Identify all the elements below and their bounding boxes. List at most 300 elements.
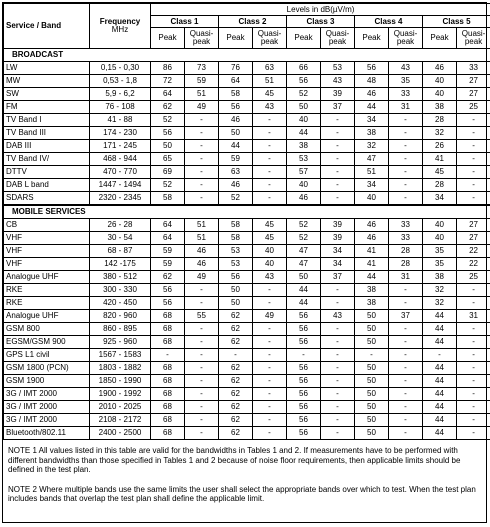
quasi-peak-value-cell: - xyxy=(321,153,355,166)
peak-value-cell: 44 xyxy=(355,271,389,284)
quasi-peak-value-cell: - xyxy=(389,114,423,127)
peak-value-cell: - xyxy=(287,349,321,362)
quasi-peak-value-cell: - xyxy=(185,192,219,206)
peak-value-cell: 41 xyxy=(355,258,389,271)
quasi-peak-value-cell: 45 xyxy=(253,88,287,101)
quasi-peak-value-cell: - xyxy=(253,179,287,192)
peak-value-cell: 28 xyxy=(423,179,457,192)
quasi-peak-value-cell: - xyxy=(321,192,355,206)
peak-value-cell: 68 xyxy=(151,401,185,414)
peak-value-cell: 40 xyxy=(423,219,457,232)
peak-value-cell: 58 xyxy=(151,192,185,206)
peak-value-cell: 50 xyxy=(355,414,389,427)
peak-value-cell: 62 xyxy=(219,336,253,349)
quasi-peak-value-cell: - xyxy=(457,114,490,127)
frequency-cell: 1567 - 1583 xyxy=(90,349,151,362)
peak-value-cell: 52 xyxy=(287,88,321,101)
quasi-peak-value-cell: - xyxy=(389,388,423,401)
service-cell: VHF xyxy=(4,245,90,258)
quasi-peak-value-cell: - xyxy=(253,323,287,336)
quasi-peak-value-cell: 55 xyxy=(185,310,219,323)
peak-value-cell: 56 xyxy=(287,427,321,440)
quasi-peak-value-cell: 45 xyxy=(253,219,287,232)
quasi-peak-value-cell: - xyxy=(389,166,423,179)
quasi-peak-value-cell: - xyxy=(253,427,287,440)
peak-value-cell: 86 xyxy=(151,62,185,75)
quasi-peak-value-cell: - xyxy=(321,375,355,388)
quasi-peak-value-cell: - xyxy=(253,153,287,166)
peak-value-cell: 50 xyxy=(355,427,389,440)
peak-value-cell: 56 xyxy=(287,401,321,414)
peak-value-cell: 56 xyxy=(287,388,321,401)
peak-value-cell: 69 xyxy=(151,166,185,179)
peak-value-cell: 65 xyxy=(151,153,185,166)
frequency-header xyxy=(90,4,151,49)
peak-value-cell: 50 xyxy=(287,101,321,114)
quasi-peak-value-cell: 25 xyxy=(457,271,490,284)
peak-value-cell: 56 xyxy=(287,362,321,375)
peak-value-cell: 50 xyxy=(355,362,389,375)
quasi-peak-value-cell: - xyxy=(253,127,287,140)
quasi-peak-value-cell: - xyxy=(185,140,219,153)
frequency-cell: 41 - 88 xyxy=(90,114,151,127)
quasi-peak-value-cell: - xyxy=(321,284,355,297)
service-cell: TV Band IV/ xyxy=(4,153,90,166)
class-4-header: Class 4 xyxy=(355,16,423,28)
service-band-header: Service / Band xyxy=(4,4,90,49)
quasi-peak-value-cell: 43 xyxy=(389,62,423,75)
quasi-peak-value-cell: - xyxy=(389,427,423,440)
peak-value-cell: 56 xyxy=(219,271,253,284)
quasi-peak-value-cell: - xyxy=(185,114,219,127)
peak-value-cell: 64 xyxy=(151,88,185,101)
peak-value-cell: 59 xyxy=(151,258,185,271)
quasi-peak-value-cell: - xyxy=(389,140,423,153)
frequency-cell: 2108 - 2172 xyxy=(90,414,151,427)
peak-value-cell: 62 xyxy=(219,362,253,375)
frequency-cell: 820 - 960 xyxy=(90,310,151,323)
quasi-peak-value-cell: - xyxy=(185,375,219,388)
peak-value-cell: 63 xyxy=(219,166,253,179)
quasi-peak-value-cell: - xyxy=(321,362,355,375)
peak-value-cell: 52 xyxy=(287,219,321,232)
quasi-peak-value-cell: - xyxy=(185,414,219,427)
peak-value-cell: 56 xyxy=(287,375,321,388)
frequency-cell: 26 - 28 xyxy=(90,219,151,232)
quasi-peak-value-cell: 40 xyxy=(253,245,287,258)
frequency-cell: 2320 - 2345 xyxy=(90,192,151,206)
quasi-peak-value-cell: 28 xyxy=(389,245,423,258)
class-2-header: Class 2 xyxy=(219,16,287,28)
peak-value-cell: 44 xyxy=(355,101,389,114)
peak-value-cell: 68 xyxy=(151,336,185,349)
peak-header: Peak xyxy=(151,28,185,49)
peak-value-cell: 44 xyxy=(423,414,457,427)
peak-value-cell: 76 xyxy=(219,62,253,75)
frequency-cell: 1803 - 1882 xyxy=(90,362,151,375)
service-cell: 3G / IMT 2000 xyxy=(4,401,90,414)
service-cell: RKE xyxy=(4,297,90,310)
peak-value-cell: 68 xyxy=(151,375,185,388)
table-row xyxy=(4,140,490,153)
note-2: NOTE 2 Where multiple bands use the same limits the user shall select the appropriate bands over which to test. When the test plan includes bands that overlap the test plan shall define the applicable limit. xyxy=(8,484,476,503)
peak-value-cell: 50 xyxy=(355,323,389,336)
peak-value-cell: 59 xyxy=(151,245,185,258)
peak-value-cell: 40 xyxy=(287,179,321,192)
quasi-peak-value-cell: - xyxy=(457,284,490,297)
peak-value-cell: 44 xyxy=(423,323,457,336)
peak-value-cell: 62 xyxy=(219,310,253,323)
peak-value-cell: 40 xyxy=(287,114,321,127)
peak-value-cell: 32 xyxy=(423,127,457,140)
peak-value-cell: 32 xyxy=(355,140,389,153)
quasi-peak-value-cell: - xyxy=(457,192,490,206)
quasi-peak-value-cell: - xyxy=(321,140,355,153)
peak-value-cell: 57 xyxy=(287,166,321,179)
peak-value-cell: 50 xyxy=(355,336,389,349)
peak-value-cell: 50 xyxy=(355,310,389,323)
quasi-peak-header: Quasi-peak xyxy=(321,28,355,49)
peak-value-cell: 38 xyxy=(355,127,389,140)
quasi-peak-value-cell: 28 xyxy=(389,258,423,271)
frequency-cell: 1447 - 1494 xyxy=(90,179,151,192)
peak-value-cell: 35 xyxy=(423,245,457,258)
quasi-peak-value-cell: - xyxy=(457,362,490,375)
quasi-peak-value-cell: - xyxy=(321,166,355,179)
table-row xyxy=(4,153,490,166)
peak-value-cell: 51 xyxy=(355,166,389,179)
quasi-peak-value-cell: 39 xyxy=(321,219,355,232)
quasi-peak-value-cell: - xyxy=(321,388,355,401)
peak-value-cell: 56 xyxy=(151,284,185,297)
frequency-cell: 860 - 895 xyxy=(90,323,151,336)
peak-value-cell: 50 xyxy=(151,140,185,153)
quasi-peak-value-cell: - xyxy=(253,414,287,427)
limits-table xyxy=(3,3,490,440)
quasi-peak-value-cell: - xyxy=(389,375,423,388)
quasi-peak-value-cell: - xyxy=(321,114,355,127)
peak-value-cell: 44 xyxy=(423,375,457,388)
frequency-label: Frequency xyxy=(99,17,141,26)
peak-header: Peak xyxy=(287,28,321,49)
frequency-cell: 470 - 770 xyxy=(90,166,151,179)
peak-value-cell: 62 xyxy=(219,414,253,427)
quasi-peak-value-cell: - xyxy=(389,401,423,414)
quasi-peak-value-cell: - xyxy=(253,401,287,414)
quasi-peak-value-cell: 25 xyxy=(457,101,490,114)
quasi-peak-value-cell: 39 xyxy=(321,232,355,245)
class-1-header: Class 1 xyxy=(151,16,219,28)
peak-value-cell: 47 xyxy=(287,258,321,271)
frequency-cell: 420 - 450 xyxy=(90,297,151,310)
quasi-peak-value-cell: 43 xyxy=(253,271,287,284)
peak-value-cell: 50 xyxy=(287,271,321,284)
peak-value-cell: 44 xyxy=(423,388,457,401)
table-row xyxy=(4,297,490,310)
quasi-peak-header: Quasi-peak xyxy=(389,28,423,49)
peak-value-cell: 62 xyxy=(151,271,185,284)
peak-value-cell: 46 xyxy=(219,179,253,192)
peak-value-cell: 40 xyxy=(423,88,457,101)
quasi-peak-value-cell: - xyxy=(185,336,219,349)
quasi-peak-value-cell: 43 xyxy=(321,75,355,88)
frequency-cell: 300 - 330 xyxy=(90,284,151,297)
peak-value-cell: 68 xyxy=(151,414,185,427)
quasi-peak-value-cell: - xyxy=(185,179,219,192)
peak-value-cell: 50 xyxy=(355,375,389,388)
quasi-peak-value-cell: - xyxy=(389,284,423,297)
quasi-peak-value-cell: - xyxy=(389,153,423,166)
quasi-peak-value-cell: 27 xyxy=(457,75,490,88)
quasi-peak-value-cell: - xyxy=(321,127,355,140)
peak-value-cell: 56 xyxy=(287,323,321,336)
quasi-peak-value-cell: 63 xyxy=(253,62,287,75)
peak-value-cell: 44 xyxy=(423,401,457,414)
peak-value-cell: 56 xyxy=(287,414,321,427)
peak-value-cell: 46 xyxy=(355,219,389,232)
notes-area xyxy=(3,440,486,504)
peak-value-cell: 44 xyxy=(219,140,253,153)
peak-value-cell: 44 xyxy=(287,284,321,297)
service-cell: VHF xyxy=(4,232,90,245)
frequency-cell: 0,15 - 0,30 xyxy=(90,62,151,75)
peak-value-cell: 58 xyxy=(219,88,253,101)
quasi-peak-value-cell: 33 xyxy=(389,88,423,101)
quasi-peak-value-cell: - xyxy=(185,153,219,166)
peak-value-cell: 34 xyxy=(355,179,389,192)
table-row xyxy=(4,166,490,179)
peak-value-cell: 68 xyxy=(151,362,185,375)
quasi-peak-value-cell: 34 xyxy=(321,258,355,271)
quasi-peak-value-cell: - xyxy=(321,414,355,427)
peak-value-cell: 56 xyxy=(219,101,253,114)
quasi-peak-value-cell: - xyxy=(185,166,219,179)
quasi-peak-value-cell: - xyxy=(389,414,423,427)
peak-value-cell: 41 xyxy=(355,245,389,258)
section-row xyxy=(4,205,490,219)
peak-value-cell: 68 xyxy=(151,427,185,440)
quasi-peak-header: Quasi-peak xyxy=(253,28,287,49)
service-cell: LW xyxy=(4,62,90,75)
quasi-peak-value-cell: 46 xyxy=(185,245,219,258)
quasi-peak-value-cell: - xyxy=(457,166,490,179)
quasi-peak-value-cell: 59 xyxy=(185,75,219,88)
frequency-cell: 2400 - 2500 xyxy=(90,427,151,440)
peak-value-cell: 46 xyxy=(355,232,389,245)
quasi-peak-value-cell: - xyxy=(321,323,355,336)
peak-value-cell: 32 xyxy=(423,297,457,310)
table-row xyxy=(4,323,490,336)
peak-value-cell: 40 xyxy=(423,75,457,88)
quasi-peak-value-cell: - xyxy=(253,140,287,153)
table-row xyxy=(4,388,490,401)
peak-value-cell: 50 xyxy=(355,388,389,401)
quasi-peak-value-cell: 43 xyxy=(321,310,355,323)
peak-value-cell: 62 xyxy=(219,388,253,401)
frequency-cell: 925 - 960 xyxy=(90,336,151,349)
quasi-peak-value-cell: - xyxy=(389,362,423,375)
frequency-cell: 0,53 - 1,8 xyxy=(90,75,151,88)
quasi-peak-value-cell: 51 xyxy=(253,75,287,88)
levels-header: Levels in dB(µV/m) xyxy=(151,4,490,16)
frequency-cell: 5,9 - 6,2 xyxy=(90,88,151,101)
table-row xyxy=(4,101,490,114)
service-cell: GPS L1 civil xyxy=(4,349,90,362)
quasi-peak-value-cell: 49 xyxy=(185,271,219,284)
peak-value-cell: 59 xyxy=(219,153,253,166)
quasi-peak-value-cell: - xyxy=(389,297,423,310)
quasi-peak-value-cell: 51 xyxy=(185,232,219,245)
peak-value-cell: 72 xyxy=(151,75,185,88)
quasi-peak-value-cell: - xyxy=(389,192,423,206)
quasi-peak-value-cell: - xyxy=(457,401,490,414)
service-cell: EGSM/GSM 900 xyxy=(4,336,90,349)
table-row xyxy=(4,62,490,75)
peak-value-cell: 38 xyxy=(423,101,457,114)
quasi-peak-value-cell: - xyxy=(321,349,355,362)
peak-value-cell: 38 xyxy=(355,297,389,310)
quasi-peak-value-cell: - xyxy=(253,166,287,179)
class-5-header: Class 5 xyxy=(423,16,490,28)
peak-value-cell: 44 xyxy=(423,427,457,440)
quasi-peak-value-cell: - xyxy=(253,362,287,375)
peak-value-cell: 50 xyxy=(219,127,253,140)
quasi-peak-value-cell: 34 xyxy=(321,245,355,258)
quasi-peak-value-cell: 51 xyxy=(185,219,219,232)
service-cell: TV Band III xyxy=(4,127,90,140)
frequency-cell: 380 - 512 xyxy=(90,271,151,284)
quasi-peak-value-cell: - xyxy=(457,297,490,310)
table-row xyxy=(4,127,490,140)
peak-value-cell: 40 xyxy=(355,192,389,206)
peak-value-cell: 64 xyxy=(219,75,253,88)
quasi-peak-value-cell: 37 xyxy=(321,271,355,284)
quasi-peak-value-cell: - xyxy=(185,349,219,362)
service-cell: RKE xyxy=(4,284,90,297)
peak-value-cell: 46 xyxy=(423,62,457,75)
quasi-peak-value-cell: 43 xyxy=(253,101,287,114)
peak-value-cell: 52 xyxy=(151,114,185,127)
service-cell: Analogue UHF xyxy=(4,310,90,323)
quasi-peak-value-cell: - xyxy=(457,127,490,140)
quasi-peak-value-cell: - xyxy=(457,375,490,388)
peak-value-cell: 44 xyxy=(423,362,457,375)
table-row xyxy=(4,75,490,88)
quasi-peak-value-cell: - xyxy=(185,401,219,414)
peak-value-cell: 34 xyxy=(423,192,457,206)
quasi-peak-value-cell: - xyxy=(457,427,490,440)
peak-value-cell: 58 xyxy=(219,232,253,245)
quasi-peak-value-cell: 27 xyxy=(457,88,490,101)
peak-value-cell: 64 xyxy=(151,232,185,245)
frequency-cell: 1850 - 1990 xyxy=(90,375,151,388)
peak-value-cell: 46 xyxy=(219,114,253,127)
quasi-peak-value-cell: 45 xyxy=(253,232,287,245)
peak-header: Peak xyxy=(219,28,253,49)
peak-value-cell: - xyxy=(355,349,389,362)
table-row xyxy=(4,349,490,362)
quasi-peak-value-cell: - xyxy=(185,427,219,440)
quasi-peak-value-cell: - xyxy=(253,375,287,388)
quasi-peak-value-cell: - xyxy=(185,323,219,336)
peak-value-cell: 48 xyxy=(355,75,389,88)
quasi-peak-value-cell: - xyxy=(253,114,287,127)
peak-value-cell: 32 xyxy=(423,284,457,297)
quasi-peak-value-cell: 27 xyxy=(457,219,490,232)
peak-value-cell: 53 xyxy=(287,153,321,166)
quasi-peak-value-cell: - xyxy=(389,323,423,336)
class-3-header: Class 3 xyxy=(287,16,355,28)
peak-value-cell: 44 xyxy=(423,310,457,323)
quasi-peak-value-cell: 31 xyxy=(457,310,490,323)
table-row xyxy=(4,219,490,232)
quasi-peak-value-cell: - xyxy=(389,349,423,362)
table-row xyxy=(4,427,490,440)
quasi-peak-value-cell: - xyxy=(321,336,355,349)
service-cell: Bluetooth/802.11 xyxy=(4,427,90,440)
peak-value-cell: 53 xyxy=(219,258,253,271)
frequency-cell: 174 - 230 xyxy=(90,127,151,140)
frequency-cell: 171 - 245 xyxy=(90,140,151,153)
quasi-peak-value-cell: - xyxy=(321,179,355,192)
frequency-cell: 468 - 944 xyxy=(90,153,151,166)
peak-value-cell: 44 xyxy=(423,336,457,349)
quasi-peak-value-cell: - xyxy=(389,127,423,140)
quasi-peak-value-cell: - xyxy=(321,427,355,440)
table-row xyxy=(4,375,490,388)
peak-value-cell: 26 xyxy=(423,140,457,153)
quasi-peak-value-cell: - xyxy=(457,140,490,153)
service-cell: FM xyxy=(4,101,90,114)
quasi-peak-value-cell: 40 xyxy=(253,258,287,271)
service-cell: GSM 800 xyxy=(4,323,90,336)
section-title: MOBILE SERVICES xyxy=(4,205,490,219)
quasi-peak-value-cell: - xyxy=(253,284,287,297)
service-cell: DAB III xyxy=(4,140,90,153)
peak-value-cell: 50 xyxy=(355,401,389,414)
quasi-peak-value-cell: - xyxy=(253,192,287,206)
table-row xyxy=(4,271,490,284)
frequency-cell: 30 - 54 xyxy=(90,232,151,245)
table-row xyxy=(4,401,490,414)
quasi-peak-value-cell: - xyxy=(457,153,490,166)
peak-value-cell: 56 xyxy=(151,297,185,310)
peak-value-cell: - xyxy=(219,349,253,362)
quasi-peak-value-cell: - xyxy=(253,336,287,349)
section-title: BROADCAST xyxy=(4,49,490,62)
quasi-peak-value-cell: - xyxy=(185,362,219,375)
frequency-cell: 1900 - 1992 xyxy=(90,388,151,401)
peak-value-cell: 56 xyxy=(287,75,321,88)
quasi-peak-value-cell: - xyxy=(457,323,490,336)
quasi-peak-value-cell: 31 xyxy=(389,271,423,284)
table-row xyxy=(4,179,490,192)
peak-value-cell: 52 xyxy=(287,232,321,245)
quasi-peak-value-cell: 37 xyxy=(321,101,355,114)
table-row xyxy=(4,310,490,323)
peak-value-cell: 58 xyxy=(219,219,253,232)
peak-value-cell: 68 xyxy=(151,388,185,401)
peak-value-cell: 52 xyxy=(151,179,185,192)
peak-value-cell: 56 xyxy=(151,127,185,140)
quasi-peak-value-cell: - xyxy=(389,179,423,192)
service-cell: GSM 1900 xyxy=(4,375,90,388)
service-cell: VHF xyxy=(4,258,90,271)
peak-value-cell: - xyxy=(423,349,457,362)
peak-value-cell: 56 xyxy=(287,310,321,323)
table-row xyxy=(4,362,490,375)
quasi-peak-value-cell: - xyxy=(185,297,219,310)
